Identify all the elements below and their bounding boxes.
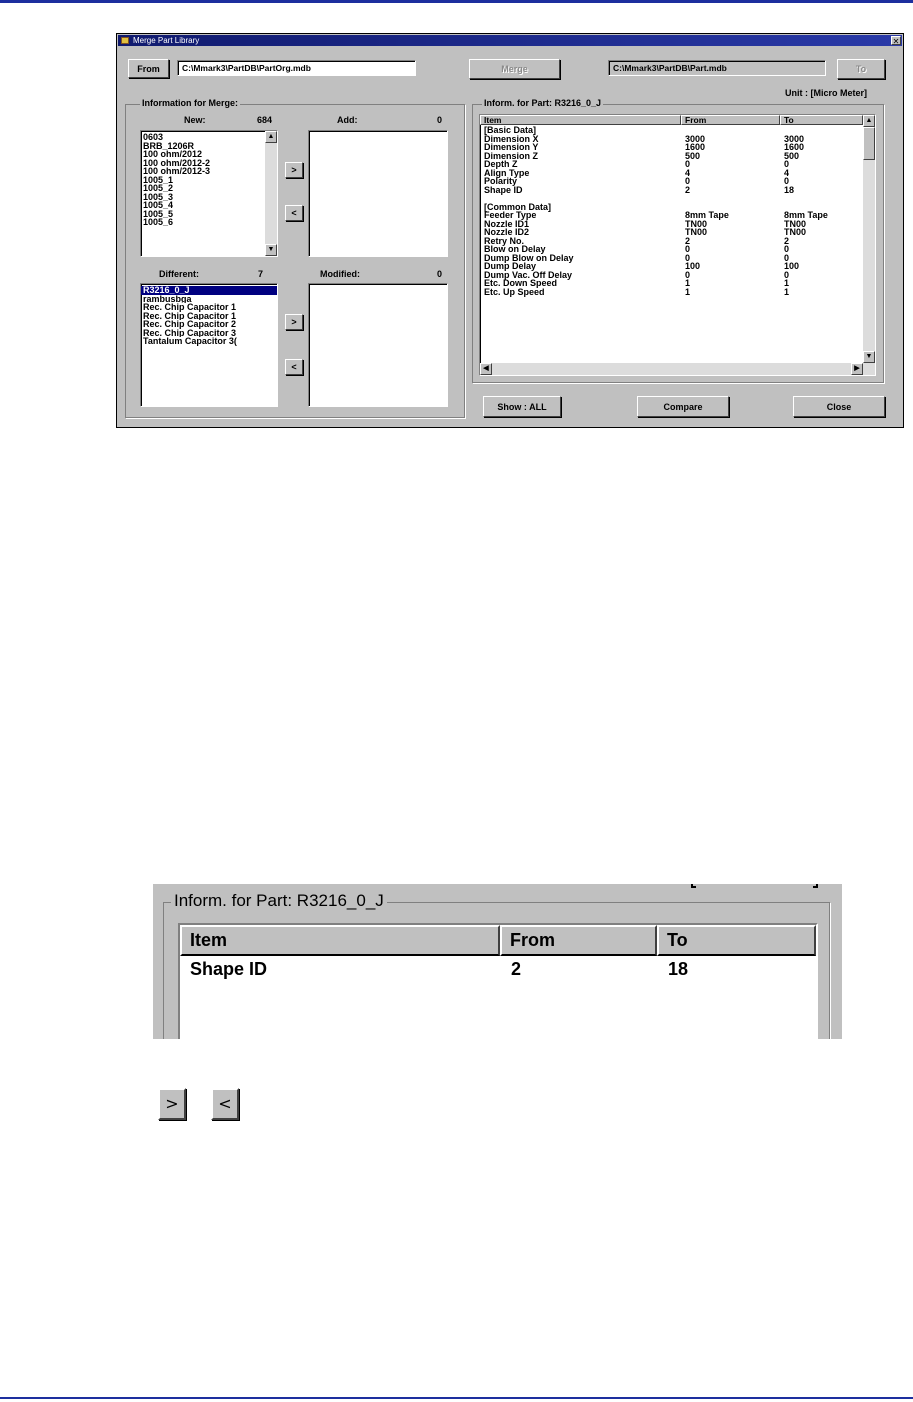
different-label: Different: xyxy=(159,269,199,279)
to-cell: 1 xyxy=(784,278,790,288)
add-move-left-button[interactable]: < xyxy=(285,205,303,221)
table-row[interactable] xyxy=(480,160,863,169)
table-row[interactable] xyxy=(480,288,863,297)
merge-info-title: Information for Merge: xyxy=(142,98,238,108)
item-cell: Polarity xyxy=(484,176,518,186)
item-cell: Depth Z xyxy=(484,159,518,169)
list-item[interactable]: BRB_1206R xyxy=(143,141,195,150)
modified-count: 0 xyxy=(437,269,443,279)
close-icon[interactable]: ✕ xyxy=(892,37,900,46)
to-cell: 0 xyxy=(784,269,790,280)
zoom-group-title: Inform. for Part: R3216_0_J xyxy=(171,891,387,911)
move-left-button[interactable]: < xyxy=(211,1088,239,1120)
to-cell: 100 xyxy=(784,261,800,271)
from-cell: 1 xyxy=(685,278,691,288)
list-item[interactable]: 100 ohm/2012-3 xyxy=(143,167,211,176)
item-cell: [Basic Data] xyxy=(484,126,537,135)
to-cell: 1 xyxy=(784,286,790,297)
from-cell: 2 xyxy=(685,235,691,246)
part-info-title: Inform. for Part: R3216_0_J xyxy=(484,98,602,108)
zoom-header-item[interactable]: Item xyxy=(180,925,500,956)
zoom-cell-item: Shape ID xyxy=(190,959,268,979)
new-list[interactable] xyxy=(140,130,278,257)
list-item[interactable]: 1005_2 xyxy=(143,184,174,193)
from-cell: 1600 xyxy=(685,142,706,152)
close-button[interactable]: Close xyxy=(793,396,885,417)
from-cell: 2 xyxy=(685,184,691,195)
list-item[interactable]: 1005_3 xyxy=(143,192,174,201)
scroll-down-icon[interactable]: ▼ xyxy=(863,351,875,363)
item-cell: Dimension Y xyxy=(484,142,539,152)
scroll-left-icon[interactable]: ◀ xyxy=(480,363,492,375)
merge-button[interactable]: Merge xyxy=(469,59,560,79)
zoom-cell-from: 2 xyxy=(511,959,522,979)
add-list[interactable] xyxy=(308,130,448,257)
table-row[interactable] xyxy=(480,152,863,161)
window-title: Merge Part Library xyxy=(133,36,200,45)
item-cell: [Common Data] xyxy=(484,201,551,212)
list-item[interactable]: Rec. Chip Capacitor 1 xyxy=(143,311,237,320)
table-hscrollbar[interactable] xyxy=(480,363,863,375)
new-count: 684 xyxy=(257,115,273,125)
different-count: 7 xyxy=(258,269,264,279)
from-cell: TN00 xyxy=(685,227,708,237)
modified-move-left-button[interactable]: < xyxy=(285,359,303,375)
to-cell: 0 xyxy=(784,159,790,169)
from-cell: 0 xyxy=(685,176,691,186)
table-header xyxy=(480,115,863,125)
list-item[interactable]: R3216_0_J xyxy=(141,286,277,295)
table-row[interactable] xyxy=(480,169,863,178)
top-rule xyxy=(0,0,913,3)
item-cell: Dump Vac. Off Delay xyxy=(484,269,573,280)
scroll-up-icon[interactable]: ▲ xyxy=(863,115,875,127)
from-path-field[interactable]: C:\Mmark3\PartDB\PartOrg.mdb xyxy=(177,60,416,76)
table-body xyxy=(480,126,863,363)
list-item[interactable]: 1005_5 xyxy=(143,209,174,218)
from-cell: 500 xyxy=(685,150,701,161)
different-list[interactable] xyxy=(140,283,278,407)
part-compare-table[interactable] xyxy=(479,114,876,376)
item-cell: Dimension Z xyxy=(484,150,539,161)
to-cell: 4 xyxy=(784,167,790,178)
list-item[interactable]: 1005_4 xyxy=(143,201,174,210)
item-cell: Etc. Down Speed xyxy=(484,278,558,288)
to-cell: 0 xyxy=(784,244,790,254)
from-cell: 1 xyxy=(685,286,691,297)
to-cell: 8mm Tape xyxy=(784,210,828,220)
header-item[interactable]: Item xyxy=(480,115,681,125)
table-row[interactable] xyxy=(480,254,863,263)
merge-part-library-window xyxy=(116,33,904,428)
to-path-field[interactable]: C:\Mmark3\PartDB\Part.mdb xyxy=(608,60,826,76)
item-cell: Dump Delay xyxy=(484,261,537,271)
show-all-button[interactable]: Show : ALL xyxy=(483,396,561,417)
zoom-header-from[interactable]: From xyxy=(500,925,657,956)
new-list-scrollbar[interactable] xyxy=(265,131,277,256)
from-cell: 3000 xyxy=(685,133,706,144)
list-item[interactable]: 0603 xyxy=(143,133,164,142)
compare-button[interactable]: Compare xyxy=(637,396,729,417)
modified-move-right-button[interactable]: > xyxy=(285,314,303,330)
to-cell: 2 xyxy=(784,235,790,246)
zoom-compare-table[interactable] xyxy=(178,923,818,1039)
zoom-cell-to: 18 xyxy=(668,959,689,979)
list-item[interactable]: Rec. Chip Capacitor 1 xyxy=(143,303,237,312)
title-bar xyxy=(118,35,902,46)
to-cell: 3000 xyxy=(784,133,805,144)
to-cell: 0 xyxy=(784,176,790,186)
scroll-down-icon[interactable]: ▼ xyxy=(265,244,277,256)
list-item[interactable]: Rec. Chip Capacitor 2 xyxy=(143,320,237,329)
list-item[interactable]: rambusbga xyxy=(143,294,192,303)
from-cell: 0 xyxy=(685,252,691,263)
list-item[interactable]: 1005_1 xyxy=(143,175,174,184)
bracket-decoration xyxy=(691,884,696,888)
to-cell: 18 xyxy=(784,184,795,195)
to-cell: TN00 xyxy=(784,218,807,229)
from-cell: 0 xyxy=(685,244,691,254)
unit-label: Unit : [Micro Meter] xyxy=(785,88,867,98)
from-cell: TN00 xyxy=(685,218,708,229)
header-to[interactable]: To xyxy=(780,115,863,125)
add-move-right-button[interactable]: > xyxy=(285,162,303,178)
item-cell: Dimension X xyxy=(484,133,539,144)
from-cell: 4 xyxy=(685,167,691,178)
list-item[interactable]: 100 ohm/2012-2 xyxy=(143,158,211,167)
new-label: New: xyxy=(184,115,206,125)
to-cell: 0 xyxy=(784,252,790,263)
table-row[interactable] xyxy=(480,228,863,237)
scroll-up-icon[interactable]: ▲ xyxy=(265,131,277,143)
item-cell: Align Type xyxy=(484,167,530,178)
item-cell: Dump Blow on Delay xyxy=(484,252,574,263)
item-cell: Shape ID xyxy=(484,184,523,195)
to-cell: 1600 xyxy=(784,142,805,152)
bracket-decoration xyxy=(813,884,818,888)
list-item[interactable]: 100 ohm/2012 xyxy=(143,150,203,159)
add-label: Add: xyxy=(337,115,358,125)
zoomed-part-info xyxy=(153,884,842,1039)
list-item[interactable]: Rec. Chip Capacitor 3 xyxy=(143,328,237,337)
modified-label: Modified: xyxy=(320,269,360,279)
item-cell: Nozzle ID2 xyxy=(484,227,530,237)
item-cell: Etc. Up Speed xyxy=(484,286,545,297)
from-cell: 0 xyxy=(685,269,691,280)
scroll-right-icon[interactable]: ▶ xyxy=(851,363,863,375)
to-cell: TN00 xyxy=(784,227,807,237)
item-cell: Feeder Type xyxy=(484,210,537,220)
zoom-header-to[interactable]: To xyxy=(657,925,816,956)
from-cell: 0 xyxy=(685,159,691,169)
add-count: 0 xyxy=(437,115,443,125)
scroll-thumb[interactable] xyxy=(863,127,875,160)
header-from[interactable]: From xyxy=(681,115,780,125)
move-right-button[interactable]: > xyxy=(158,1088,186,1120)
from-cell: 100 xyxy=(685,261,701,271)
item-cell: Nozzle ID1 xyxy=(484,218,530,229)
table-row[interactable] xyxy=(480,186,863,195)
from-button[interactable]: From xyxy=(128,59,169,78)
list-item[interactable]: Tantalum Capacitor 3( xyxy=(143,337,237,346)
list-item[interactable]: 1005_6 xyxy=(143,218,174,227)
from-cell: 8mm Tape xyxy=(685,210,729,220)
item-cell: Retry No. xyxy=(484,235,525,246)
table-vscrollbar[interactable] xyxy=(863,115,875,375)
bottom-rule xyxy=(0,1397,913,1399)
to-button[interactable]: To xyxy=(837,59,885,79)
item-cell: Blow on Delay xyxy=(484,244,546,254)
table-row[interactable] xyxy=(480,177,863,186)
to-cell: 500 xyxy=(784,150,800,161)
app-icon xyxy=(121,37,129,44)
modified-list[interactable] xyxy=(308,283,448,407)
